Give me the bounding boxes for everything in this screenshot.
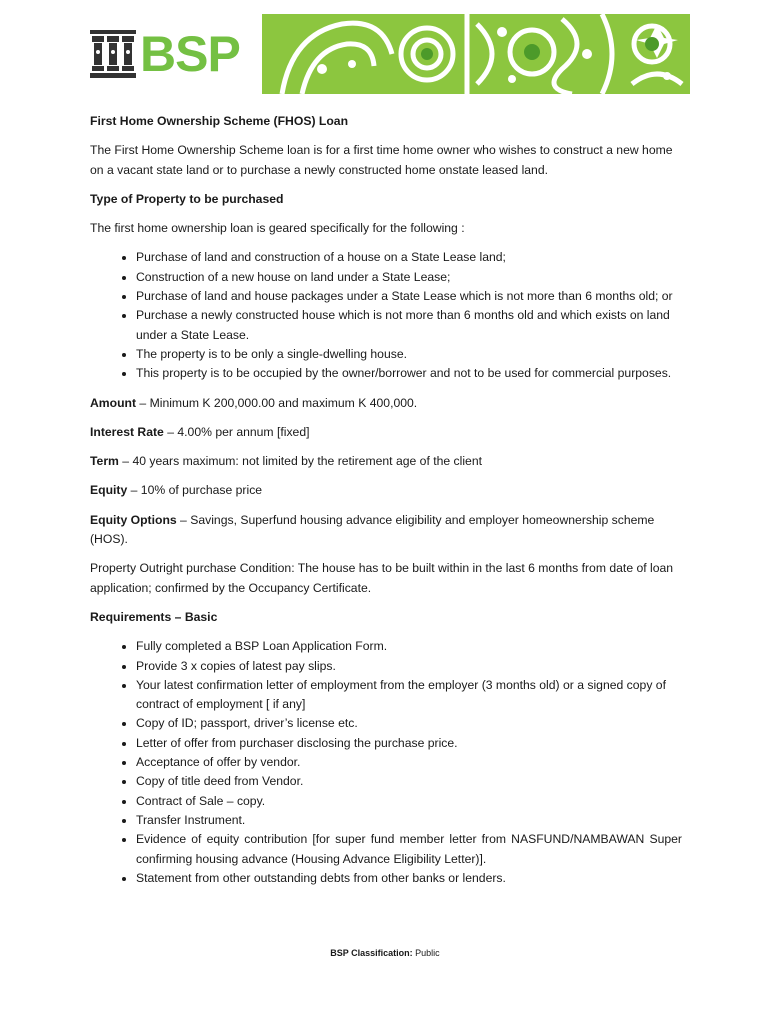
- term-value: – 10% of purchase price: [127, 483, 263, 498]
- list-item: • Copy of ID; passport, driver’s license etc.: [136, 714, 682, 733]
- term-value: – Savings, Superfund housing advance eligibility and employer homeownership scheme (HOS).: [90, 512, 655, 547]
- term-label: Equity: [90, 483, 128, 498]
- list-item: • Letter of offer from purchaser disclosing the purchase price.: [136, 734, 682, 753]
- list-item: • Your latest confirmation letter of employment from the employer (3 months old) or a signed copy of contract of employment [ if any]: [136, 676, 682, 715]
- page-header: [0, 0, 770, 100]
- term-value: – 4.00% per annum [fixed]: [163, 424, 310, 439]
- term-interest-rate: [90, 423, 682, 442]
- intro-paragraph: The First Home Ownership Scheme loan is for a first time home owner who wishes to construct a new home on a vacant state land or to purchase a newly constructed home onstate leased land.: [90, 143, 673, 177]
- list-item: • Construction of a new house on land under a State Lease;: [136, 268, 682, 287]
- list-item: • This property is to be occupied by the owner/borrower and not to be used for commercial purposes.: [136, 364, 682, 383]
- document-title: First Home Ownership Scheme (FHOS) Loan: [90, 114, 349, 128]
- term-label: Interest Rate: [90, 424, 164, 439]
- list-item: • Acceptance of offer by vendor.: [136, 753, 682, 772]
- classification-value: Public: [415, 948, 440, 958]
- bsp-emblem-icon: [88, 28, 138, 80]
- list-item: • Evidence of equity contribution [for super fund member letter from NASFUND/NAMBAWAN Super confirming housing advance (Housing Advance Eligibility Letter)].: [136, 830, 682, 869]
- term-equity-options: [90, 511, 682, 550]
- list-item: • Fully completed a BSP Loan Application Form.: [136, 637, 682, 656]
- term-label: Equity Options: [90, 512, 177, 527]
- list-item: • Provide 3 x copies of latest pay slips.: [136, 657, 682, 676]
- classification-label: BSP Classification:: [330, 948, 413, 958]
- requirements-heading: Requirements – Basic: [90, 609, 218, 624]
- term-amount: [90, 394, 682, 413]
- term-label: Term: [90, 454, 119, 469]
- term-label: Amount: [90, 395, 137, 410]
- requirements-list: [90, 637, 682, 888]
- list-item: • Purchase of land and house packages under a State Lease which is not more than 6 months old; or: [136, 287, 682, 306]
- list-item: • Statement from other outstanding debts from other banks or lenders.: [136, 869, 682, 888]
- list-item: • The property is to be only a single-dwelling house.: [136, 345, 682, 364]
- decorative-pattern: [262, 14, 690, 94]
- property-intro: The first home ownership loan is geared specifically for the following :: [90, 221, 465, 236]
- list-item: • Transfer Instrument.: [136, 811, 682, 830]
- term-value: – Minimum K 200,000.00 and maximum K 400,000.: [136, 395, 418, 410]
- list-item: • Contract of Sale – copy.: [136, 792, 682, 811]
- list-item: • Purchase a newly constructed house which is not more than 6 months old and which exists on land under a State Lease.: [136, 306, 682, 345]
- list-item: • Copy of title deed from Vendor.: [136, 772, 682, 791]
- term-term: [90, 452, 682, 471]
- bsp-logo: [88, 28, 240, 80]
- outright-condition: Property Outright purchase Condition: The house has to be built within in the last 6 months from date of loan application; confirmed by the Occupancy Certificate.: [90, 561, 674, 595]
- document-body: [90, 112, 682, 898]
- term-equity: [90, 481, 682, 500]
- list-item: • Purchase of land and construction of a house on a State Lease land;: [136, 248, 682, 267]
- property-list: [90, 248, 682, 383]
- property-heading: Type of Property to be purchased: [90, 191, 284, 206]
- page-footer: [0, 948, 770, 958]
- brand-name: BSP: [140, 26, 240, 82]
- term-value: – 40 years maximum: not limited by the retirement age of the client: [118, 454, 482, 469]
